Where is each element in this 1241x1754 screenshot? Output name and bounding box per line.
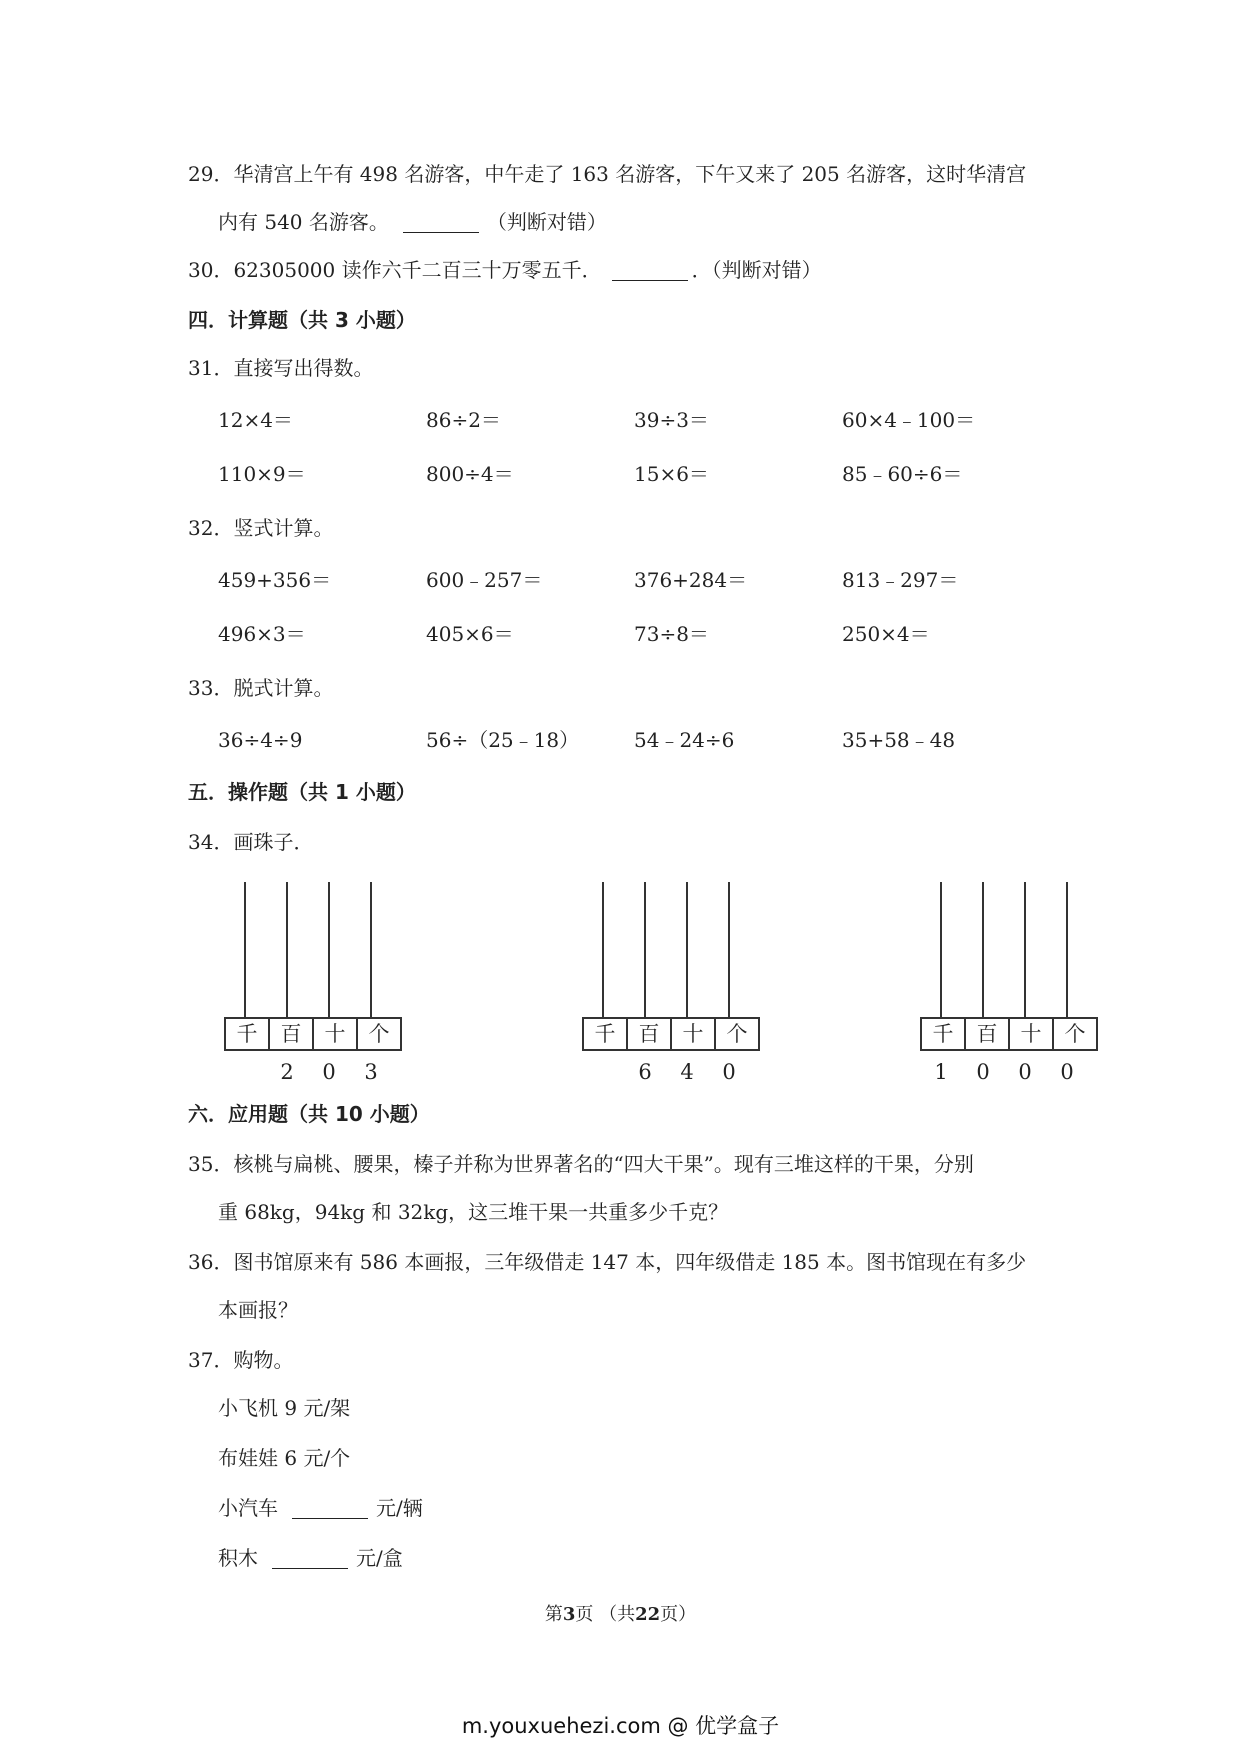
expr: 36÷4÷9 bbox=[218, 728, 303, 752]
expr: 54﹣24÷6 bbox=[634, 728, 735, 752]
expr: 86÷2＝ bbox=[426, 408, 501, 432]
expr: 250×4＝ bbox=[842, 622, 930, 646]
section-heading: 四．计算题（共 3 小题） bbox=[188, 308, 416, 332]
abacus-rod bbox=[370, 882, 372, 1017]
answer-blank[interactable] bbox=[612, 260, 688, 281]
watermark: m.youxuehezi.com @ 优学盒子 bbox=[461, 1714, 780, 1738]
abacus-rod bbox=[644, 882, 646, 1017]
abacus-rod bbox=[1024, 882, 1026, 1017]
expr: 73÷8＝ bbox=[634, 622, 709, 646]
abacus-rod bbox=[328, 882, 330, 1017]
expr: 85﹣60÷6＝ bbox=[842, 462, 963, 486]
q34-title: 34．画珠子． bbox=[188, 830, 314, 854]
expr: 15×6＝ bbox=[634, 462, 709, 486]
q35-line2: 重 68kg，94kg 和 32kg，这三堆干果一共重多少千克？ bbox=[218, 1200, 729, 1224]
expr: 35+58﹣48 bbox=[842, 728, 956, 752]
abacus-rod bbox=[686, 882, 688, 1017]
abacus-rod bbox=[286, 882, 288, 1017]
abacus-2[interactable] bbox=[582, 882, 782, 1082]
abacus-rod bbox=[728, 882, 730, 1017]
expr: 110×9＝ bbox=[218, 462, 306, 486]
abacus-rod bbox=[602, 882, 604, 1017]
q29-line1: 29．华清宫上午有 498 名游客，中午走了 163 名游客，下午又来了 205 名游客，这时华清宫 bbox=[188, 162, 1027, 186]
q30-line: 30．62305000 读作六千二百三十万零五千． ．（判断对错） bbox=[188, 258, 822, 282]
expr: 813﹣297＝ bbox=[842, 568, 959, 592]
q29-line2: 内有 540 名游客。 （判断对错） bbox=[218, 210, 607, 234]
expr: 60×4﹣100＝ bbox=[842, 408, 976, 432]
expr: 800÷4＝ bbox=[426, 462, 514, 486]
abacus-rod bbox=[982, 882, 984, 1017]
place-value-labels: 千 百 十 个 bbox=[920, 1017, 1098, 1051]
q37-item: 积木 元/盒 bbox=[218, 1546, 403, 1570]
q36-line2: 本画报？ bbox=[218, 1298, 298, 1322]
abacus-number: 1 0 0 0 bbox=[934, 1060, 1074, 1084]
abacus-rod bbox=[940, 882, 942, 1017]
answer-blank[interactable] bbox=[272, 1548, 348, 1569]
expr: 600﹣257＝ bbox=[426, 568, 543, 592]
abacus-number: 2 0 3 bbox=[280, 1060, 378, 1084]
q31-title: 31．直接写出得数。 bbox=[188, 356, 374, 380]
section-heading: 六．应用题（共 10 小题） bbox=[188, 1102, 430, 1126]
abacus-3[interactable] bbox=[920, 882, 1120, 1082]
expr: 459+356＝ bbox=[218, 568, 332, 592]
abacus-1[interactable] bbox=[224, 882, 424, 1082]
expr: 56÷（25﹣18） bbox=[426, 728, 580, 752]
q37-item: 小汽车 元/辆 bbox=[218, 1496, 423, 1520]
page-number: 第3页 （共22页） bbox=[544, 1604, 697, 1625]
q33-title: 33．脱式计算。 bbox=[188, 676, 334, 700]
answer-blank[interactable] bbox=[292, 1498, 368, 1519]
q32-title: 32．竖式计算。 bbox=[188, 516, 334, 540]
section-heading: 五．操作题（共 1 小题） bbox=[188, 780, 416, 804]
q37-title: 37．购物。 bbox=[188, 1348, 294, 1372]
place-value-labels: 千 百 十 个 bbox=[224, 1017, 402, 1051]
expr: 12×4＝ bbox=[218, 408, 293, 432]
expr: 376+284＝ bbox=[634, 568, 748, 592]
abacus-rod bbox=[244, 882, 246, 1017]
place-value-labels: 千 百 十 个 bbox=[582, 1017, 760, 1051]
expr: 39÷3＝ bbox=[634, 408, 709, 432]
q37-item: 布娃娃 6 元/个 bbox=[218, 1446, 351, 1470]
q37-item: 小飞机 9 元/架 bbox=[218, 1396, 351, 1420]
abacus-number: 6 4 0 bbox=[638, 1060, 736, 1084]
q36-line1: 36．图书馆原来有 586 本画报，三年级借走 147 本，四年级借走 185 本。图书馆现在有多少 bbox=[188, 1250, 1027, 1274]
q35-line1: 35．核桃与扁桃、腰果，榛子并称为世界著名的“四大干果”。现有三堆这样的干果，分别 bbox=[188, 1152, 974, 1176]
expr: 405×6＝ bbox=[426, 622, 514, 646]
expr: 496×3＝ bbox=[218, 622, 306, 646]
answer-blank[interactable] bbox=[403, 212, 479, 233]
abacus-rod bbox=[1066, 882, 1068, 1017]
